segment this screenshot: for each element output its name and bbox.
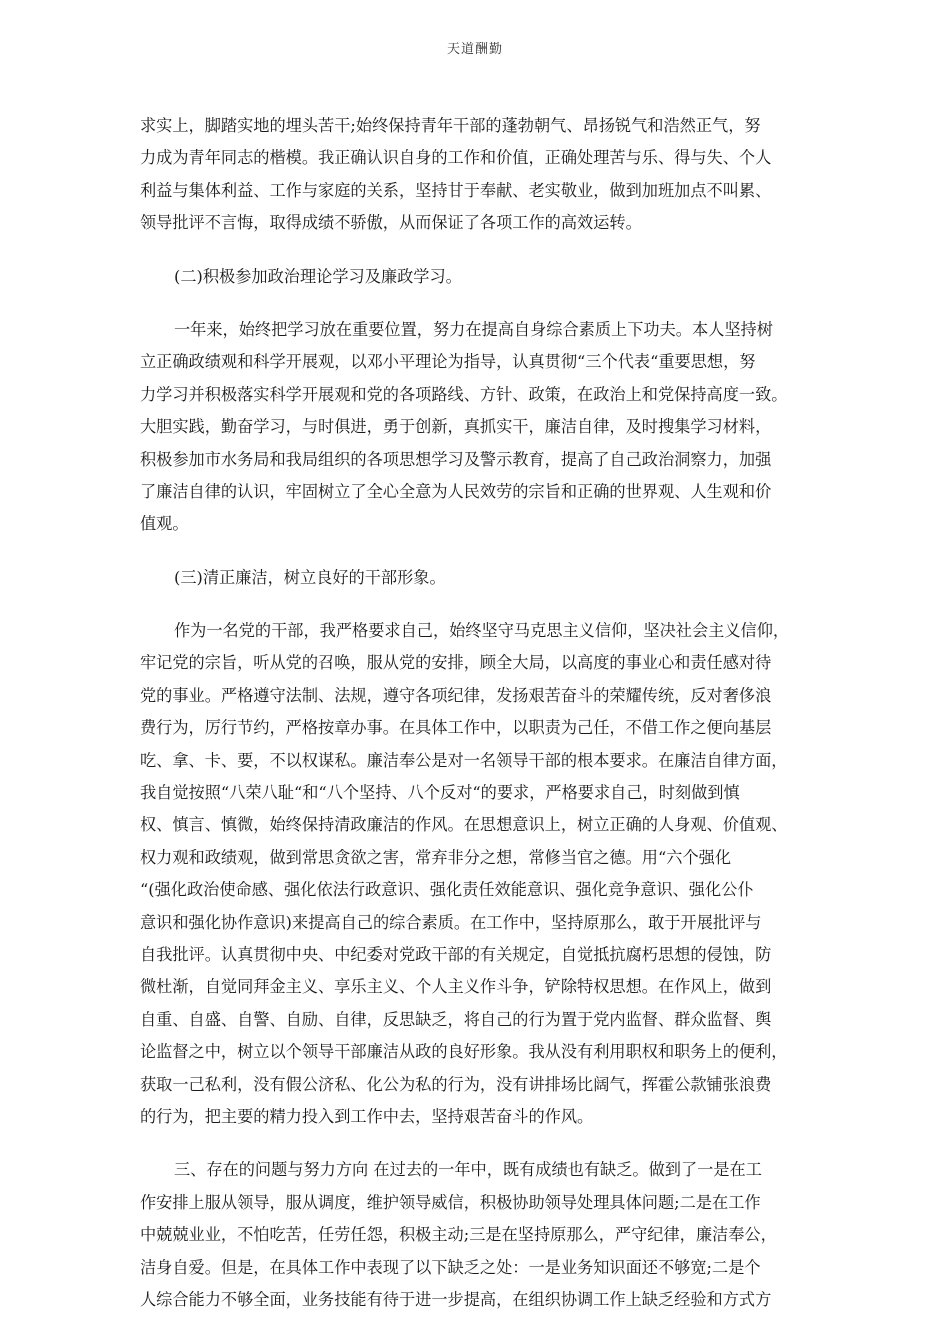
heading-line: (二)积极参加政治理论学习及廉政学习。 [174, 266, 462, 286]
text-line: 微杜渐，自觉同拜金主义、享乐主义、个人主义作斗争，铲除特权思想。在作风上，做到 [140, 977, 772, 997]
text-line: 作安排上服从领导，服从调度，维护领导威信，积极协助领导处理具体问题;二是在工作 [140, 1192, 761, 1212]
text-line: 求实上，脚踏实地的埋头苦干;始终保持青年干部的蓬勃朝气、昂扬锐气和浩然正气，努 [140, 116, 761, 135]
text-line: 立正确政绩观和科学开展观，以邓小平理论为指导，认真贯彻“三个代表“重要思想，努 [140, 352, 756, 372]
paragraph-integrity [140, 615, 820, 1133]
text-line: 大胆实践，勤奋学习，与时俱进，勇于创新，真抓实干，廉洁自律，及时搜集学习材料， [140, 417, 772, 437]
heading-line: (三)清正廉洁，树立良好的干部形象。 [174, 567, 446, 587]
text-line: 积极参加市水务局和我局组织的各项思想学习及警示教育，提高了自己政治洞察力，加强 [140, 449, 772, 469]
text-line: 党的事业。严格遵守法制、法规，遵守各项纪律，发扬艰苦奋斗的荣耀传统，反对奢侈浪 [140, 685, 772, 705]
paragraph-continuation [140, 110, 820, 240]
document-body [140, 110, 820, 1337]
text-line: 我自觉按照“八荣八耻“和“八个坚持、八个反对“的要求，严格要求自己，时刻做到慎 [140, 783, 740, 803]
text-line: 中兢兢业业，不怕吃苦，任劳任怨，积极主动;三是在坚持原那么，严守纪律，廉洁奉公， [140, 1225, 777, 1245]
text-line: 获取一己私利，没有假公济私、化公为私的行为，没有讲排场比阔气，挥霍公款铺张浪费 [140, 1074, 772, 1094]
section-heading-2 [140, 261, 820, 293]
text-line: 一年来，始终把学习放在重要位置，努力在提高自身综合素质上下功夫。本人坚持树 [174, 319, 773, 339]
text-line: 权、慎言、慎微，始终保持清政廉洁的作风。在思想意识上，树立正确的人身观、价值观、 [140, 815, 788, 835]
text-line: 值观。 [140, 514, 189, 534]
text-line: 的行为，把主要的精力投入到工作中去，坚持艰苦奋斗的作风。 [140, 1106, 594, 1126]
text-line: “(强化政治使命感、强化依法行政意识、强化责任效能意识、强化竞争意识、强化公仆 [140, 880, 754, 900]
text-line: 吃、拿、卡、要，不以权谋私。廉洁奉公是对一名领导干部的根本要求。在廉洁自律方面， [140, 750, 788, 770]
text-line: 费行为，厉行节约，严格按章办事。在具体工作中，以职责为己任，不借工作之便向基层 [140, 718, 772, 738]
text-line: 了廉洁自律的认识，牢固树立了全心全意为人民效劳的宗旨和正确的世界观、人生观和价 [140, 481, 772, 501]
page-header: 天道酬勤 [446, 42, 503, 57]
text-line: 自我批评。认真贯彻中央、中纪委对党政干部的有关规定，自觉抵抗腐朽思想的侵蚀，防 [140, 944, 772, 964]
text-line: 洁身自爱。但是，在具体工作中表现了以下缺乏之处：一是业务知识面还不够宽;二是个 [140, 1257, 761, 1277]
text-line: 自重、自盛、自警、自励、自律，反思缺乏，将自己的行为置于党内监督、群众监督、舆 [140, 1009, 772, 1029]
paragraph-study [140, 314, 820, 541]
text-line: 论监督之中，树立以个领导干部廉洁从政的良好形象。我从没有利用职权和职务上的便利， [140, 1042, 788, 1062]
text-line: 意识和强化协作意识)来提高自己的综合素质。在工作中，坚持原那么，敢于开展批评与 [140, 912, 762, 932]
text-line: 力成为青年同志的楷模。我正确认识自身的工作和价值，正确处理苦与乐、得与失、个人 [140, 148, 772, 168]
text-line: 利益与集体利益、工作与家庭的关系，坚持甘于奉献、老实敬业，做到加班加点不叫累、 [140, 180, 772, 200]
text-line: 权力观和政绩观，做到常思贪欲之害，常弃非分之想，常修当官之德。用“六个强化 [140, 847, 732, 867]
text-line: 牢记党的宗旨，听从党的召唤，服从党的安排，顾全大局，以高度的事业心和责任感对待 [140, 653, 772, 673]
text-line: 力学习并积极落实科学开展观和党的各项路线、方针、政策，在政治上和党保持高度一致。 [140, 384, 788, 404]
text-line: 人综合能力不够全面，业务技能有待于进一步提高，在组织协调工作上缺乏经验和方式方 [140, 1289, 772, 1309]
text-line: 领导批评不言悔，取得成绩不骄傲，从而保证了各项工作的高效运转。 [140, 213, 642, 233]
text-line: 作为一名党的干部，我严格要求自己，始终坚守马克思主义信仰，坚决社会主义信仰， [174, 621, 790, 641]
section-heading-3 [140, 562, 820, 594]
paragraph-problems [140, 1154, 820, 1316]
text-line: 三、存在的问题与努力方向 在过去的一年中，既有成绩也有缺乏。做到了一是在工 [174, 1160, 762, 1180]
